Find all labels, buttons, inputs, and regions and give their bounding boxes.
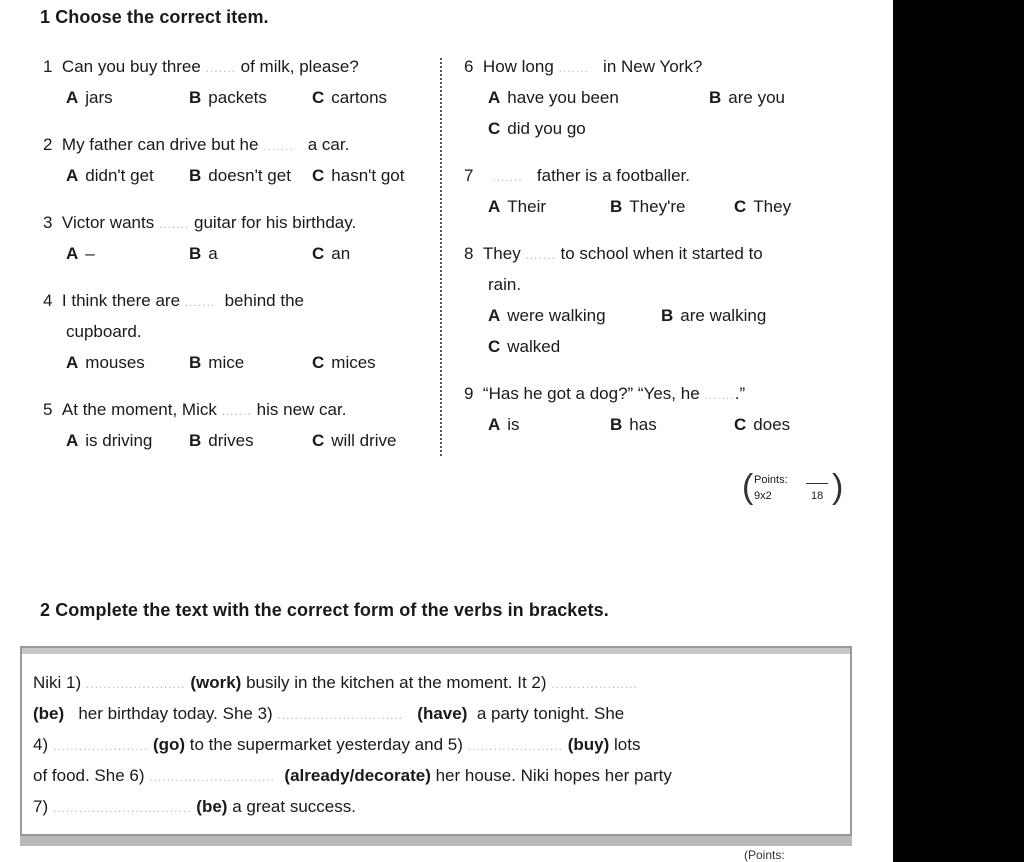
question-3: 3 Victor wants ....... guitar for his birthday. (43, 213, 357, 232)
section2-heading: 2 Complete the text with the correct form of the verbs in brackets. (40, 600, 609, 620)
question-8-line2: rain. (488, 275, 522, 294)
question-7-option-a[interactable]: A Their (488, 197, 547, 216)
text-line-3: 4) ...................... (go) to the supermarket yesterday and 5) ...................... (buy) lots (33, 735, 641, 754)
points-box: ( Points: 9x2 18 ) (742, 468, 844, 506)
question-2-option-b[interactable]: B doesn't get (189, 166, 291, 185)
blank-3[interactable]: ............................. (277, 708, 404, 722)
section2-points-partial: (Points: (744, 848, 785, 862)
question-8-option-b[interactable]: B are walking (661, 306, 767, 325)
blank-1[interactable]: ....................... (85, 677, 186, 691)
question-1: 1 Can you buy three ....... of milk, please? (43, 57, 359, 76)
question-4-option-a[interactable]: A mouses (66, 353, 145, 372)
blank-2[interactable]: .................... (551, 677, 638, 691)
points-max: 18 (811, 490, 824, 502)
blank-7[interactable]: ................................ (52, 801, 192, 815)
question-8-option-a[interactable]: A were walking (488, 306, 606, 325)
question-2-option-a[interactable]: A didn't get (66, 166, 154, 185)
question-9: 9 “Has he got a dog?” “Yes, he ........” (464, 384, 746, 403)
question-9-option-b[interactable]: B has (610, 415, 657, 434)
text-line-5: 7) ................................ (be) a great success. (33, 797, 356, 816)
question-6-option-b[interactable]: B are you (709, 88, 785, 107)
question-4-option-b[interactable]: B mice (189, 353, 245, 372)
points-multiplier: 9x2 (754, 490, 772, 502)
text-box-bottom-band (20, 836, 852, 846)
question-4-line2: cupboard. (66, 322, 142, 341)
question-3-option-a[interactable]: A – (66, 244, 95, 263)
text-line-2: (be) her birthday today. She 3) ............................. (have) a party tonight. She (33, 704, 625, 723)
question-5-option-c[interactable]: C will drive (312, 431, 397, 450)
blank-6[interactable]: ............................. (149, 770, 275, 784)
question-7: 7 ....... father is a footballer. (464, 166, 690, 185)
question-6-option-a[interactable]: A have you been (488, 88, 619, 107)
column-divider (440, 58, 442, 456)
question-5-option-b[interactable]: B drives (189, 431, 254, 450)
question-5: 5 At the moment, Mick ....... his new car. (43, 400, 347, 419)
blank-5[interactable]: ...................... (467, 739, 563, 753)
question-8: 8 They ....... to school when it started to (464, 244, 763, 263)
question-3-option-b[interactable]: B a (189, 244, 218, 263)
question-6-option-c[interactable]: C did you go (488, 119, 586, 138)
question-1-option-a[interactable]: A jars (66, 88, 113, 107)
text-line-4: of food. She 6) ............................. (already/decorate) her house. Niki hopes her party (33, 766, 672, 785)
black-side-bar (893, 0, 1024, 862)
question-4: 4 I think there are ....... behind the (43, 291, 304, 310)
question-6: 6 How long ....... in New York? (464, 57, 703, 76)
question-1-option-b[interactable]: B packets (189, 88, 267, 107)
question-4-option-c[interactable]: C mices (312, 353, 376, 372)
text-line-1: Niki 1) ....................... (work) busily in the kitchen at the moment. It 2) .................... (33, 673, 638, 692)
points-label: Points: (754, 474, 788, 486)
question-8-option-c[interactable]: C walked (488, 337, 561, 356)
blank-4[interactable]: ...................... (52, 739, 149, 753)
question-7-option-c[interactable]: C They (734, 197, 792, 216)
question-2-option-c[interactable]: C hasn't got (312, 166, 405, 185)
question-2: 2 My father can drive but he ....... a car. (43, 135, 350, 154)
question-7-option-b[interactable]: B They're (610, 197, 686, 216)
question-3-option-c[interactable]: C an (312, 244, 351, 263)
section1-heading: 1 Choose the correct item. (40, 7, 269, 27)
question-9-option-a[interactable]: A is (488, 415, 520, 434)
question-9-option-c[interactable]: C does (734, 415, 791, 434)
question-5-option-a[interactable]: A is driving (66, 431, 153, 450)
question-1-option-c[interactable]: C cartons (312, 88, 388, 107)
